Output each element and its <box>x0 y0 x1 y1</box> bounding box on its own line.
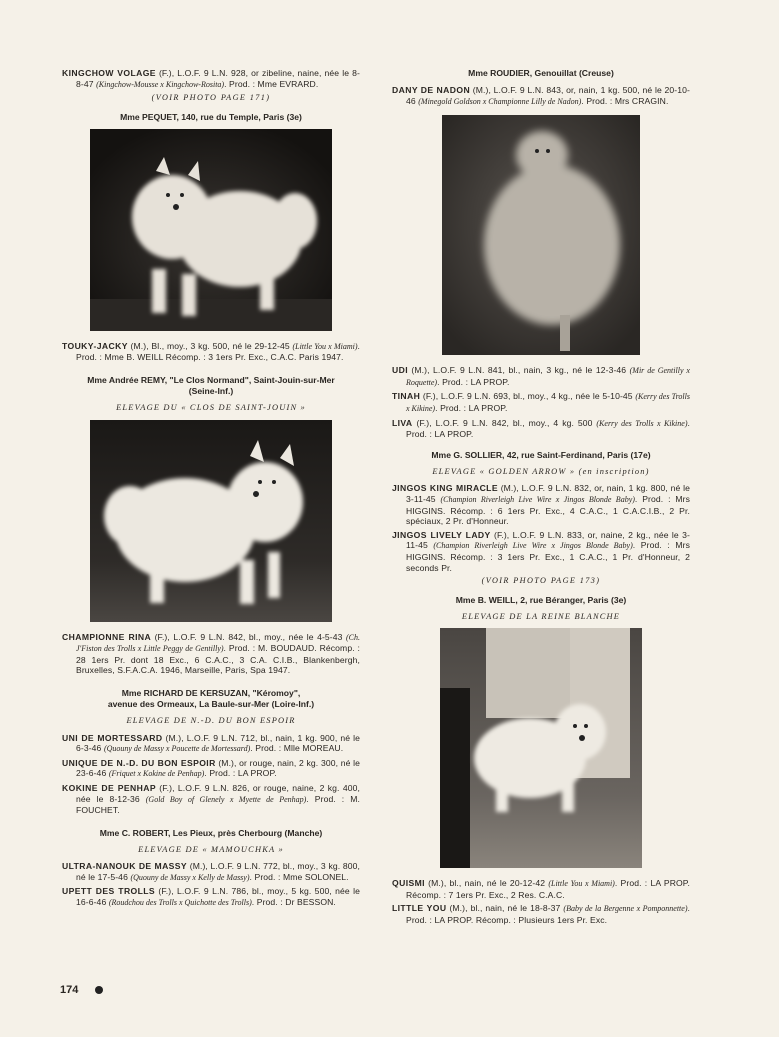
dog-entry <box>392 391 690 414</box>
dog-entry <box>392 418 690 440</box>
dog-name: JINGOS KING MIRACLE <box>392 483 498 494</box>
dog-parents: (Quouny de Massy x Kelly de Massy) <box>130 872 250 882</box>
dog-parents: (Ch. J'Fiston des Trolls x Little Peggy de Gentilly) <box>76 632 360 654</box>
dog-parents: (Baby de la Bergenne x Pomponnette) <box>563 904 688 914</box>
breeder-heading <box>62 688 360 710</box>
dog-name: UDI <box>392 365 408 376</box>
dog-name: LIVA <box>392 417 413 428</box>
dog-entry <box>62 341 360 363</box>
dog-parents: (Kingchow-Mousse x Kingchow-Rosita) <box>96 79 225 89</box>
dog-name: TINAH <box>392 391 421 402</box>
dog-details: (M.), bl., nain, né le 20-12-42 <box>424 878 549 889</box>
dog-photo <box>90 420 332 622</box>
dog-details: (M.), L.O.F. 9 L.N. 841, bl., nain, 3 kg., né le 12-3-46 <box>408 365 630 376</box>
dog-details: (M.), bl., nain, né le 18-8-37 <box>446 903 564 914</box>
dog-details-2: . Prod. : LA PROP. <box>406 417 690 440</box>
dog-details-2: . Prod. : Mrs CRAGIN. <box>581 95 669 106</box>
dog-parents: (Little You x Miami) <box>548 879 615 889</box>
dog-photo <box>442 115 640 355</box>
dog-details: (F.), L.O.F. 9 L.N. 786, bl., moy., 5 kg. 500, née le 16-6-46 <box>76 886 360 908</box>
dog-details: (F.), L.O.F. 9 L.N. 928, or zibeline, naine, née le 8-8-47 <box>76 68 360 89</box>
see-photo-note: (VOIR PHOTO PAGE 171) <box>151 93 271 103</box>
dog-parents: (Kerry des Trolls x Kikine) <box>596 418 688 428</box>
dog-entry <box>62 783 360 816</box>
dog-details-2: . Prod. : M. FOUCHET. <box>76 793 360 816</box>
kennel-heading: ELEVAGE « GOLDEN ARROW » (en inscription) <box>432 466 650 476</box>
kennel-heading: ELEVAGE DE LA REINE BLANCHE <box>461 611 621 621</box>
breeder-line: Mme RICHARD DE KERSUZAN, "Kéromoy", <box>121 687 301 698</box>
dog-parents: (Gold Boy of Glenely x Myette de Penhap) <box>145 794 307 804</box>
breeder-heading: Mme B. WEILL, 2, rue Béranger, Paris (3e) <box>455 594 627 605</box>
right-column <box>392 68 690 929</box>
dog-details: (F.), L.O.F. 9 L.N. 833, or, naine, 2 kg., née le 3-11-45 <box>406 529 690 551</box>
dog-parents: (Champion Riverleigh Live Wire x Jingos Blonde Baby) <box>440 494 635 504</box>
dog-parents: (Quouny de Massy x Poucette de Mortessard) <box>103 744 251 754</box>
dog-entry <box>62 733 360 755</box>
dog-name: UNI DE MORTESSARD <box>62 732 163 743</box>
dog-parents: (Little You x Miami) <box>292 341 358 351</box>
dog-name: UNIQUE DE N.-D. DU BON ESPOIR <box>62 757 216 768</box>
dog-details: (M.), L.O.F. 9 L.N. 772, bl., moy., 3 kg. 800, né le 17-5-46 <box>76 861 360 882</box>
dog-name: UPETT DES TROLLS <box>62 886 156 897</box>
dog-parents: (Mir de Gentilly x Roquette) <box>406 366 690 387</box>
dog-photo <box>440 628 642 868</box>
dog-name: CHAMPIONNE RINA <box>62 631 152 642</box>
dog-details-2: . Prod. : LA PROP. <box>204 768 277 779</box>
dog-entry <box>392 530 690 573</box>
dog-parents: (Minegold Goldson x Championne Lilly de Nadon) <box>418 96 582 106</box>
dog-details: (M.), Bl., moy., 3 kg. 500, né le 29-12-45 <box>127 340 293 351</box>
dog-name: QUISMI <box>392 878 425 889</box>
dog-details-2: . Prod. : M. BOUDAUD. Récomp. : 28 1ers Pr. dont 18 Exc., 6 C.A.C., 3 C.A. C.I.B., Blankenbergh, Bruxelles, S.F.A.C.A. 1946, Marseille, Paris, Spa 1947. <box>76 643 360 676</box>
dog-name: TOUKY-JACKY <box>62 340 128 351</box>
dog-entry <box>62 632 360 676</box>
dog-details-2: . Prod. : LA PROP. Récomp. : 7 1ers Pr. Exc., 2 Res. C.A.C. <box>406 878 691 900</box>
dog-details: (F.), L.O.F. 9 L.N. 842, bl., moy., née le 4-5-43 <box>151 631 346 642</box>
dog-entry <box>392 365 690 388</box>
dog-details-2: . Prod. : LA PROP. <box>435 402 508 413</box>
dog-name: LITTLE YOU <box>392 903 447 914</box>
dog-details: (M.), L.O.F. 9 L.N. 832, or, nain, 1 kg. 800, né le 3-11-45 <box>406 483 690 504</box>
dog-name: DANY DE NADON <box>392 85 471 95</box>
breeder-line: avenue des Ormeaux, La Baule-sur-Mer (Loire-Inf.) <box>107 698 315 709</box>
dog-entry <box>62 886 360 908</box>
dog-details-2: . Prod. : Mrs HIGGINS. Récomp. : 3 1ers Pr. Exc., 1 C.A.C., 1 Pr. d'Honneur, 2 seconds Pr. <box>406 540 690 573</box>
dog-parents: (Friquet x Kokine de Penhap) <box>108 769 205 779</box>
dog-details-2: . Prod. : Mme B. WEILL Récomp. : 3 1ers Pr. Exc., C.A.C. Paris 1947. <box>76 340 361 363</box>
dog-parents: (Champion Riverleigh Live Wire x Jingos Blonde Baby) <box>433 541 633 551</box>
bullet-icon <box>95 986 103 994</box>
dog-name: ULTRA-NANOUK DE MASSY <box>62 861 188 872</box>
breeder-heading: Mme G. SOLLIER, 42, rue Saint-Ferdinand, Paris (17e) <box>431 449 651 460</box>
dog-details-2: . Prod. : Mme EVRARD. <box>224 78 319 89</box>
dog-details: (M.), L.O.F. 9 L.N. 843, or, nain, 1 kg. 500, né le 20-10-46 <box>406 85 690 106</box>
dog-details-2: . Prod. : Mrs HIGGINS. Récomp. : 6 1ers Pr. Exc., 4 C.A.C., 1 C.A.C.I.B., 2 Pr. spéciaux, 2 Pr. d'Honneur. <box>406 493 690 527</box>
kennel-heading: ELEVAGE DE « MAMOUCHKA » <box>138 844 284 854</box>
dog-entry <box>392 903 690 925</box>
dog-details: (M.), L.O.F. 9 L.N. 712, bl., nain, 1 kg. 900, né le 6-3-46 <box>76 732 360 754</box>
dog-entry <box>392 85 690 107</box>
dog-details: (F.), L.O.F. 9 L.N. 826, or rouge, naine, 2 kg. 400, née le 8-12-36 <box>76 782 360 804</box>
dog-parents: (Kerry des Trolls x Kikine) <box>406 392 690 413</box>
see-photo-note: (VOIR PHOTO PAGE 173) <box>481 576 601 586</box>
dog-entry <box>62 861 360 883</box>
breeder-heading <box>62 375 360 397</box>
page-number: 174 <box>60 984 79 996</box>
breeder-heading: Mme ROUDIER, Genouillat (Creuse) <box>468 68 614 78</box>
kennel-heading: ELEVAGE DE N.-D. DU BON ESPOIR <box>126 715 296 725</box>
dog-details-2: . Prod. : Dr BESSON. <box>251 897 336 908</box>
breeder-heading: Mme C. ROBERT, Les Pieux, près Cherbourg (Manche) <box>99 827 323 838</box>
dog-details-2: . Prod. : Mme SOLONEL. <box>249 871 349 882</box>
dog-details: (F.), L.O.F. 9 L.N. 693, bl., moy., 4 kg., née le 5-10-45 <box>420 391 636 402</box>
dog-details: (M.), or rouge, nain, 2 kg. 300, né le 23-6-46 <box>76 757 360 779</box>
breeder-line: (Seine-Inf.) <box>188 385 234 396</box>
dog-name: JINGOS LIVELY LADY <box>392 529 491 540</box>
breeder-heading: Mme PEQUET, 140, rue du Temple, Paris (3e) <box>120 111 302 122</box>
dog-entry <box>62 68 360 90</box>
dog-details-2: . Prod. : Mlle MOREAU. <box>250 743 344 754</box>
dog-name: KINGCHOW VOLAGE <box>62 68 156 78</box>
dog-details: (F.), L.O.F. 9 L.N. 842, bl., moy., 4 kg. 500 <box>412 417 597 428</box>
dog-name: KOKINE DE PENHAP <box>62 782 156 793</box>
dog-entry <box>62 758 360 780</box>
dog-parents: (Roudchou des Trolls x Quichotte des Trolls) <box>108 898 252 908</box>
dog-entry <box>392 878 690 900</box>
left-column <box>62 68 360 912</box>
kennel-heading: ELEVAGE DU « CLOS DE SAINT-JOUIN » <box>116 402 306 412</box>
dog-entry <box>392 483 690 526</box>
breeder-line: Mme Andrée REMY, "Le Clos Normand", Saint-Jouin-sur-Mer <box>87 374 335 385</box>
dog-photo <box>90 129 332 331</box>
dog-details-2: . Prod. : LA PROP. Récomp. : Plusieurs 1ers Pr. Exc. <box>406 903 690 926</box>
dog-details-2: . Prod. : LA PROP. <box>437 376 510 387</box>
